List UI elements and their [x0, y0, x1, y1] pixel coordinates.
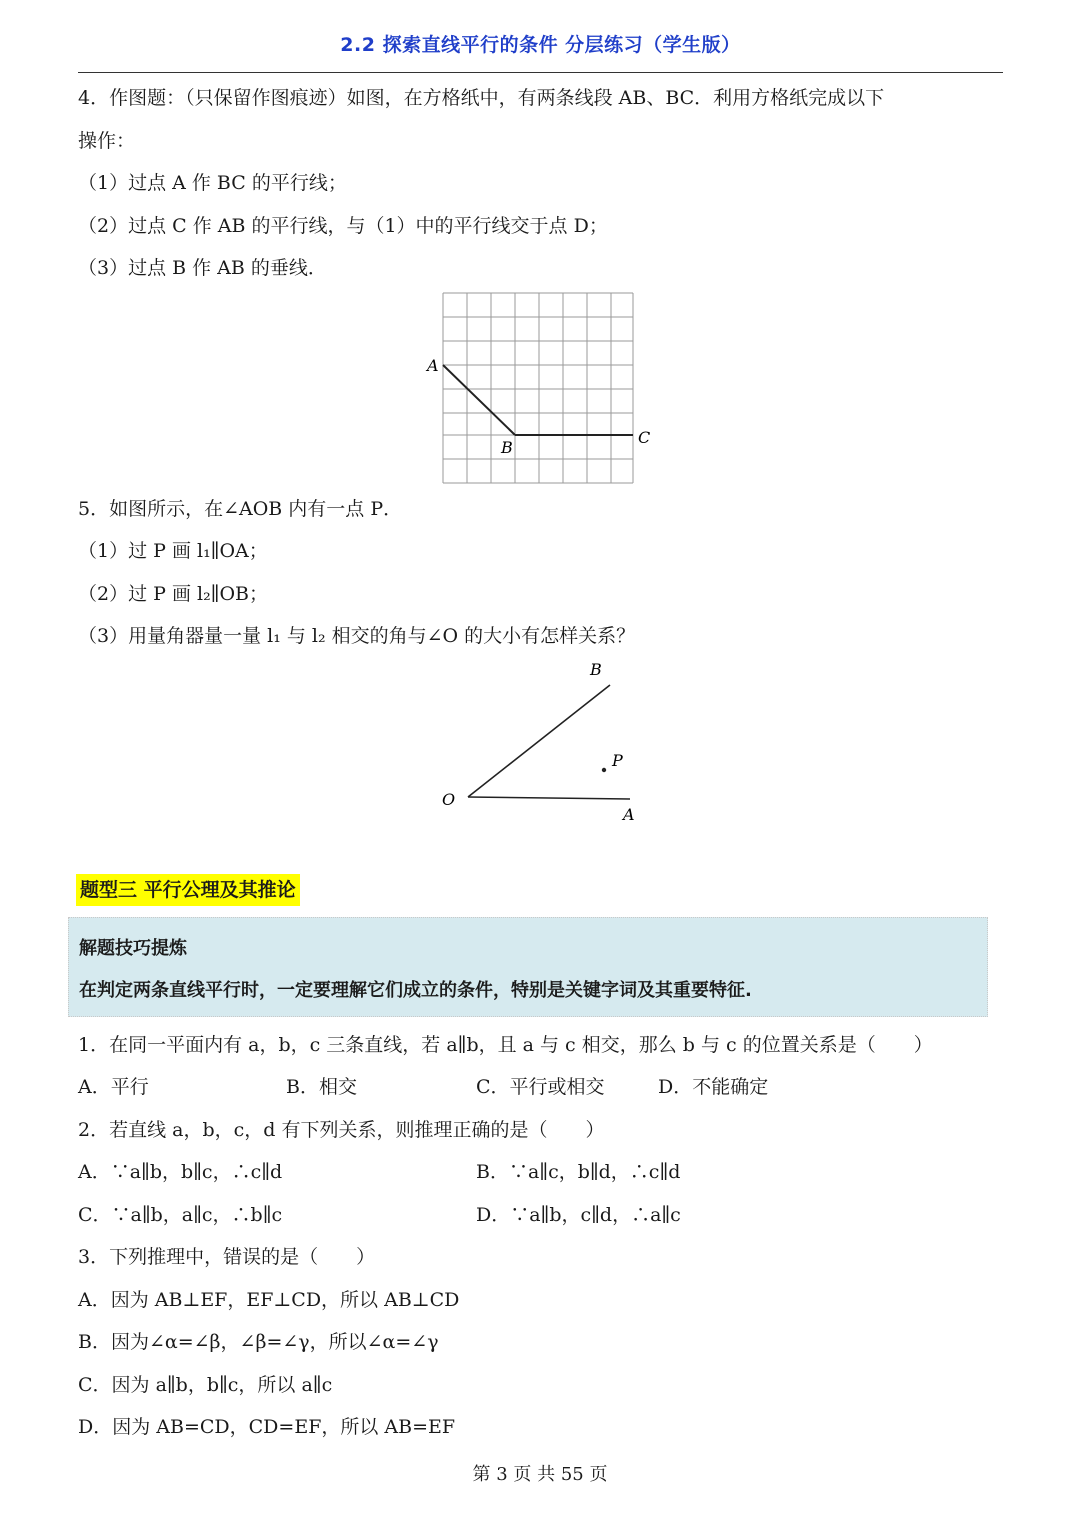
mc1-option-b: B．相交: [286, 1076, 357, 1098]
tip-title: 解题技巧提炼: [79, 938, 187, 959]
point-p: [602, 768, 606, 772]
q5-part-1: （1）过 P 画 l₁∥OA；: [78, 540, 268, 562]
segment-ab: [443, 365, 515, 435]
q4-part-1: （1）过点 A 作 BC 的平行线；: [78, 172, 347, 194]
ray-oa: [468, 797, 630, 799]
tip-text: 在判定两条直线平行时，一定要理解它们成立的条件，特别是关键字词及其重要特征.: [79, 980, 752, 1001]
label-b: B: [501, 438, 513, 457]
label-p: P: [612, 751, 623, 770]
mc2-option-d: D．∵a∥b，c∥d，∴a∥c: [476, 1204, 681, 1226]
q4-stem-line2: 操作：: [78, 130, 136, 152]
mc3-stem: 3．下列推理中，错误的是（ ）: [78, 1246, 376, 1268]
grid-lines: [443, 293, 633, 483]
page-header-title: 2.2 探索直线平行的条件 分层练习（学生版）: [340, 34, 741, 56]
tip-box: [68, 917, 988, 1017]
mc2-option-a: A．∵a∥b，b∥c，∴c∥d: [78, 1161, 283, 1183]
mc3-option-b: B．因为∠α=∠β，∠β=∠γ，所以∠α=∠γ: [78, 1331, 439, 1353]
page-footer: 第 3 页 共 55 页: [472, 1464, 608, 1485]
mc1-option-d: D．不能确定: [658, 1076, 769, 1098]
q4-part-3: （3）过点 B 作 AB 的垂线．: [78, 257, 327, 279]
grid-figure: [420, 290, 660, 485]
q5-part-3: （3）用量角器量一量 l₁ 与 l₂ 相交的角与∠O 的大小有怎样关系？: [78, 625, 636, 647]
label-a: A: [623, 805, 635, 824]
header-divider: [78, 72, 1003, 73]
mc3-option-a: A．因为 AB⊥EF，EF⊥CD，所以 AB⊥CD: [78, 1289, 460, 1311]
q5-stem: 5．如图所示，在∠AOB 内有一点 P．: [78, 498, 403, 520]
mc3-option-d: D．因为 AB=CD，CD=EF，所以 AB=EF: [78, 1416, 456, 1438]
section-title: 题型三 平行公理及其推论: [76, 874, 300, 906]
angle-figure: [430, 655, 650, 830]
q4-stem-line1: 4．作图题：（只保留作图痕迹）如图，在方格纸中，有两条线段 AB、BC．利用方格纸完成以下: [78, 87, 885, 109]
mc2-stem: 2．若直线 a，b，c，d 有下列关系，则推理正确的是（ ）: [78, 1119, 605, 1141]
mc2-option-b: B．∵a∥c，b∥d，∴c∥d: [476, 1161, 681, 1183]
mc1-option-a: A．平行: [78, 1076, 149, 1098]
q4-part-2: （2）过点 C 作 AB 的平行线，与（1）中的平行线交于点 D；: [78, 215, 608, 237]
label-o: O: [442, 790, 456, 809]
label-b: B: [590, 660, 602, 679]
mc2-option-c: C．∵a∥b，a∥c，∴b∥c: [78, 1204, 283, 1226]
q5-part-2: （2）过 P 画 l₂∥OB；: [78, 583, 269, 605]
ray-ob: [468, 685, 610, 797]
mc3-option-c: C．因为 a∥b，b∥c，所以 a∥c: [78, 1374, 333, 1396]
label-c: C: [638, 428, 651, 447]
mc1-option-c: C．平行或相交: [476, 1076, 605, 1098]
label-a: A: [427, 356, 439, 375]
mc1-stem: 1．在同一平面内有 a，b，c 三条直线，若 a∥b，且 a 与 c 相交，那么 b 与 c 的位置关系是（ ）: [78, 1034, 933, 1056]
